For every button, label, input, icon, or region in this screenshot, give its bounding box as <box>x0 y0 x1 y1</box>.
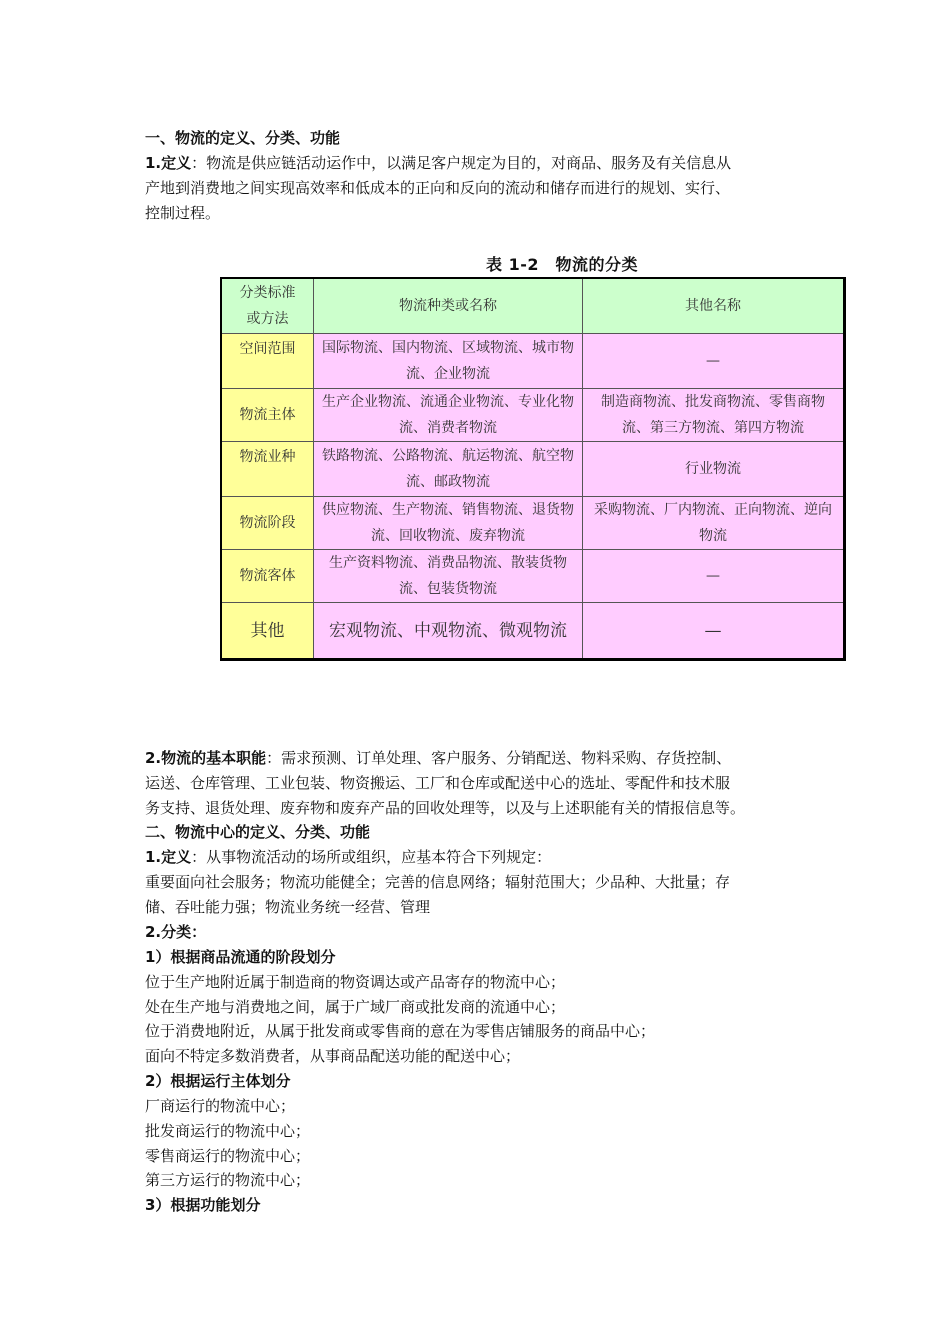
cell-other: 采购物流、厂内物流、正向物流、逆向物流 <box>583 497 845 550</box>
subheading-stage: 1）根据商品流通的阶段划分 <box>145 947 336 966</box>
table-row <box>221 389 845 442</box>
list-item: 零售商运行的物流中心； <box>145 1146 311 1165</box>
list-item: 第三方运行的物流中心； <box>145 1171 311 1190</box>
cell-standard: 空间范围 <box>221 334 314 389</box>
table-row <box>221 497 845 550</box>
cell-standard: 物流主体 <box>221 389 314 442</box>
list-item: 位于消费地附近，从属于批发商或零售商的意在为零售店铺服务的商品中心； <box>145 1022 656 1041</box>
table-caption: 表 1-2 物流的分类 <box>486 255 638 274</box>
functions-paragraph <box>145 746 825 820</box>
logistics-classification-table <box>220 277 846 661</box>
cell-standard: 其他 <box>221 603 314 660</box>
list-item: 处在生产地与消费地之间，属于广域厂商或批发商的流通中心； <box>145 997 566 1016</box>
cell-other: 制造商物流、批发商物流、零售商物流、第三方物流、第四方物流 <box>583 389 845 442</box>
table-row <box>221 442 845 497</box>
functions-line: 运送、仓库管理、工业包装、物资搬运、工厂和仓库或配送中心的选址、零配件和技术服 <box>145 773 731 792</box>
cell-types: 铁路物流、公路物流、航运物流、航空物流、邮政物流 <box>314 442 583 497</box>
functions-colon: ： <box>266 749 282 767</box>
definition-line: 产地到消费地之间实现高效率和低成本的正向和反向的流动和储存而进行的规划、实行、 <box>145 179 731 197</box>
logistics-classification-table-wrapper <box>220 277 846 661</box>
cell-types: 生产资料物流、消费品物流、散装货物流、包装货物流 <box>314 550 583 603</box>
cell-types: 生产企业物流、流通企业物流、专业化物流、消费者物流 <box>314 389 583 442</box>
header-cell-other: 其他名称 <box>583 278 845 334</box>
definition-line: 物流是供应链活动运作中，以满足客户规定为目的，对商品、服务及有关信息从 <box>206 154 732 172</box>
table-header-row <box>221 278 845 334</box>
definition-label: 1.定义 <box>145 154 192 172</box>
header-cell-types: 物流种类或名称 <box>314 278 583 334</box>
cell-other: 行业物流 <box>583 442 845 497</box>
list-item: 厂商运行的物流中心； <box>145 1096 296 1115</box>
section-logistics-center <box>145 746 825 1218</box>
functions-line: 需求预测、订单处理、客户服务、分销配送、物料采购、存货控制、 <box>281 749 732 767</box>
cell-standard: 物流阶段 <box>221 497 314 550</box>
table-row <box>221 334 845 389</box>
section-heading: 一、物流的定义、分类、功能 <box>145 129 341 147</box>
definition2-line: 储、吞吐能力强；物流业务统一经营、管理 <box>145 897 431 916</box>
functions-label: 2.物流的基本职能 <box>145 749 267 767</box>
classification-label: 2.分类： <box>145 922 207 941</box>
definition2-text: 从事物流活动的场所或组织，应基本符合下列规定： <box>206 848 552 867</box>
definition2-paragraph <box>145 845 825 919</box>
definition-paragraph <box>145 151 825 226</box>
definition2-label: 1.定义 <box>145 848 192 867</box>
table-row <box>221 603 845 660</box>
section-heading: 二、物流中心的定义、分类、功能 <box>145 823 371 842</box>
header-cell-standard: 分类标准 或方法 <box>221 278 314 334</box>
cell-types: 国际物流、国内物流、区域物流、城市物流、企业物流 <box>314 334 583 389</box>
definition2-line: 重要面向社会服务；物流功能健全；完善的信息网络；辐射范围大；少品种、大批量；存 <box>145 873 731 892</box>
definition2-colon: ： <box>191 848 207 867</box>
table-row <box>221 550 845 603</box>
list-item: 批发商运行的物流中心； <box>145 1121 311 1140</box>
cell-other: — <box>583 603 845 660</box>
cell-standard: 物流业种 <box>221 442 314 497</box>
cell-types: 供应物流、生产物流、销售物流、退货物流、回收物流、废弃物流 <box>314 497 583 550</box>
cell-other: — <box>583 334 845 389</box>
cell-types: 宏观物流、中观物流、微观物流 <box>314 603 583 660</box>
definition-line: 控制过程。 <box>145 204 221 222</box>
subheading-function: 3）根据功能划分 <box>145 1196 261 1215</box>
list-item: 位于生产地附近属于制造商的物资调达或产品寄存的物流中心； <box>145 972 566 991</box>
cell-standard: 物流客体 <box>221 550 314 603</box>
definition-colon: ： <box>191 154 207 172</box>
functions-line: 务支持、退货处理、废弃物和废弃产品的回收处理等，以及与上述职能有关的情报信息等。 <box>145 798 746 817</box>
list-item: 面向不特定多数消费者，从事商品配送功能的配送中心； <box>145 1047 521 1066</box>
subheading-operator: 2）根据运行主体划分 <box>145 1071 291 1090</box>
cell-other: — <box>583 550 845 603</box>
section-logistics-definition <box>145 126 825 226</box>
